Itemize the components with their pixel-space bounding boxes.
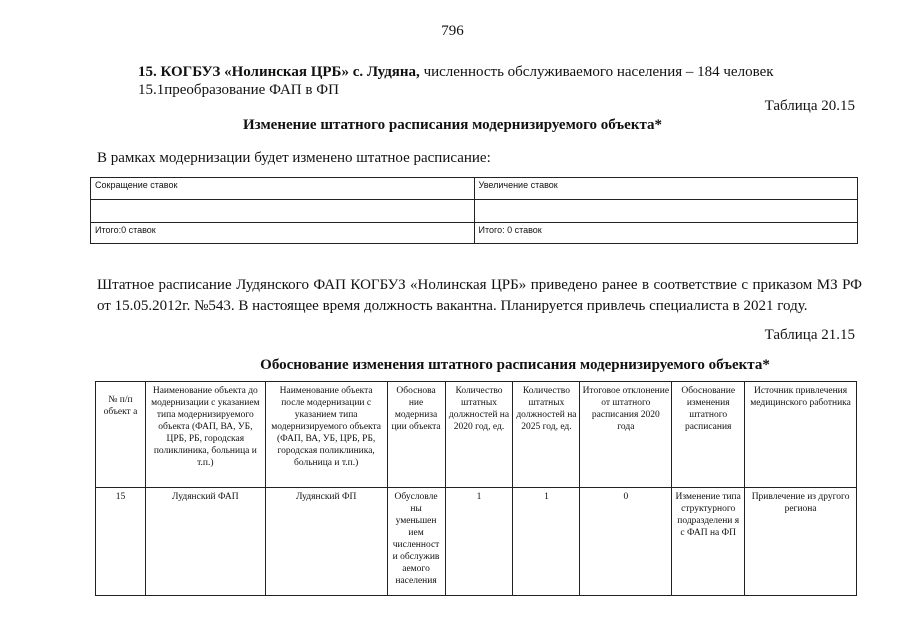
table-title-staff-change: Изменение штатного расписания модернизируемого объекта* [242, 117, 663, 133]
cell-number: 15 [96, 488, 146, 596]
section-heading [138, 64, 774, 81]
reduction-header: Сокращение ставок [91, 178, 475, 200]
header-name-after: Наименование объекта после модернизации с указанием типа модернизируемого объекта (ФАП, ВА, УБ, ЦРБ, РБ, городская поликлиника, больница и т.п.) [265, 382, 387, 488]
header-justification: Обоснова ние модерниза ции объекта [387, 382, 445, 488]
cell-name-after: Лудянский ФП [265, 488, 387, 596]
cell-staff-2025: 1 [513, 488, 580, 596]
header-staff-2025: Количество штатных должностей на 2025 год, ед. [513, 382, 580, 488]
cell-deviation: 0 [580, 488, 672, 596]
header-change-reason: Обоснование изменения штатного расписания [672, 382, 745, 488]
increase-header: Увеличение ставок [474, 178, 858, 200]
cell-name-before: Лудянский ФАП [145, 488, 265, 596]
header-source: Источник привлечения медицинского работника [745, 382, 857, 488]
heading-normal: численность обслуживаемого населения – 184 человек [419, 64, 774, 80]
cell-change-reason: Изменение типа структурного подразделени я с ФАП на ФП [672, 488, 745, 596]
cell-source: Привлечение из другого региона [745, 488, 857, 596]
header-name-before: Наименование объекта до модернизации с указанием типа модернизируемого объекта (ФАП, ВА, УБ, ЦРБ, РБ, городская поликлиника, больница и т.п.) [145, 382, 265, 488]
table-label-21-15: Таблица 21.15 [764, 327, 855, 343]
heading-bold: 15. КОГБУЗ «Нолинская ЦРБ» с. Лудяна, [138, 64, 420, 80]
header-deviation: Итоговое отклонение от штатного расписания 2020 года [580, 382, 672, 488]
staff-change-table [90, 177, 858, 244]
sub-heading: 15.1преобразование ФАП в ФП [138, 82, 339, 98]
justification-header-row [96, 382, 857, 488]
header-number: № п/п объект а [96, 382, 146, 488]
page-number: 796 [441, 23, 464, 39]
cell-justification: Обусловле ны уменьшен ием численност и обслужив аемого населения [387, 488, 445, 596]
table-label-20-15: Таблица 20.15 [764, 98, 855, 114]
cell-staff-2020: 1 [445, 488, 513, 596]
reduction-cell [91, 200, 475, 223]
reduction-total: Итого:0 ставок [91, 223, 475, 244]
increase-cell [474, 200, 858, 223]
intro-text: В рамках модернизации будет изменено штатное расписание: [97, 150, 491, 166]
justification-table [95, 381, 857, 596]
header-staff-2020: Количество штатных должностей на 2020 год, ед. [445, 382, 513, 488]
table-row [96, 488, 857, 596]
body-paragraph: Штатное расписание Лудянского ФАП КОГБУЗ «Нолинская ЦРБ» приведено ранее в соответствие с приказом МЗ РФ от 15.05.2012г. №543. В настоящее время должность вакантна. Планируется привлечь специалиста в 2021 году. [97, 277, 862, 314]
increase-total: Итого: 0 ставок [474, 223, 858, 244]
table-title-justification: Обоснование изменения штатного расписания модернизируемого объекта* [260, 357, 770, 373]
